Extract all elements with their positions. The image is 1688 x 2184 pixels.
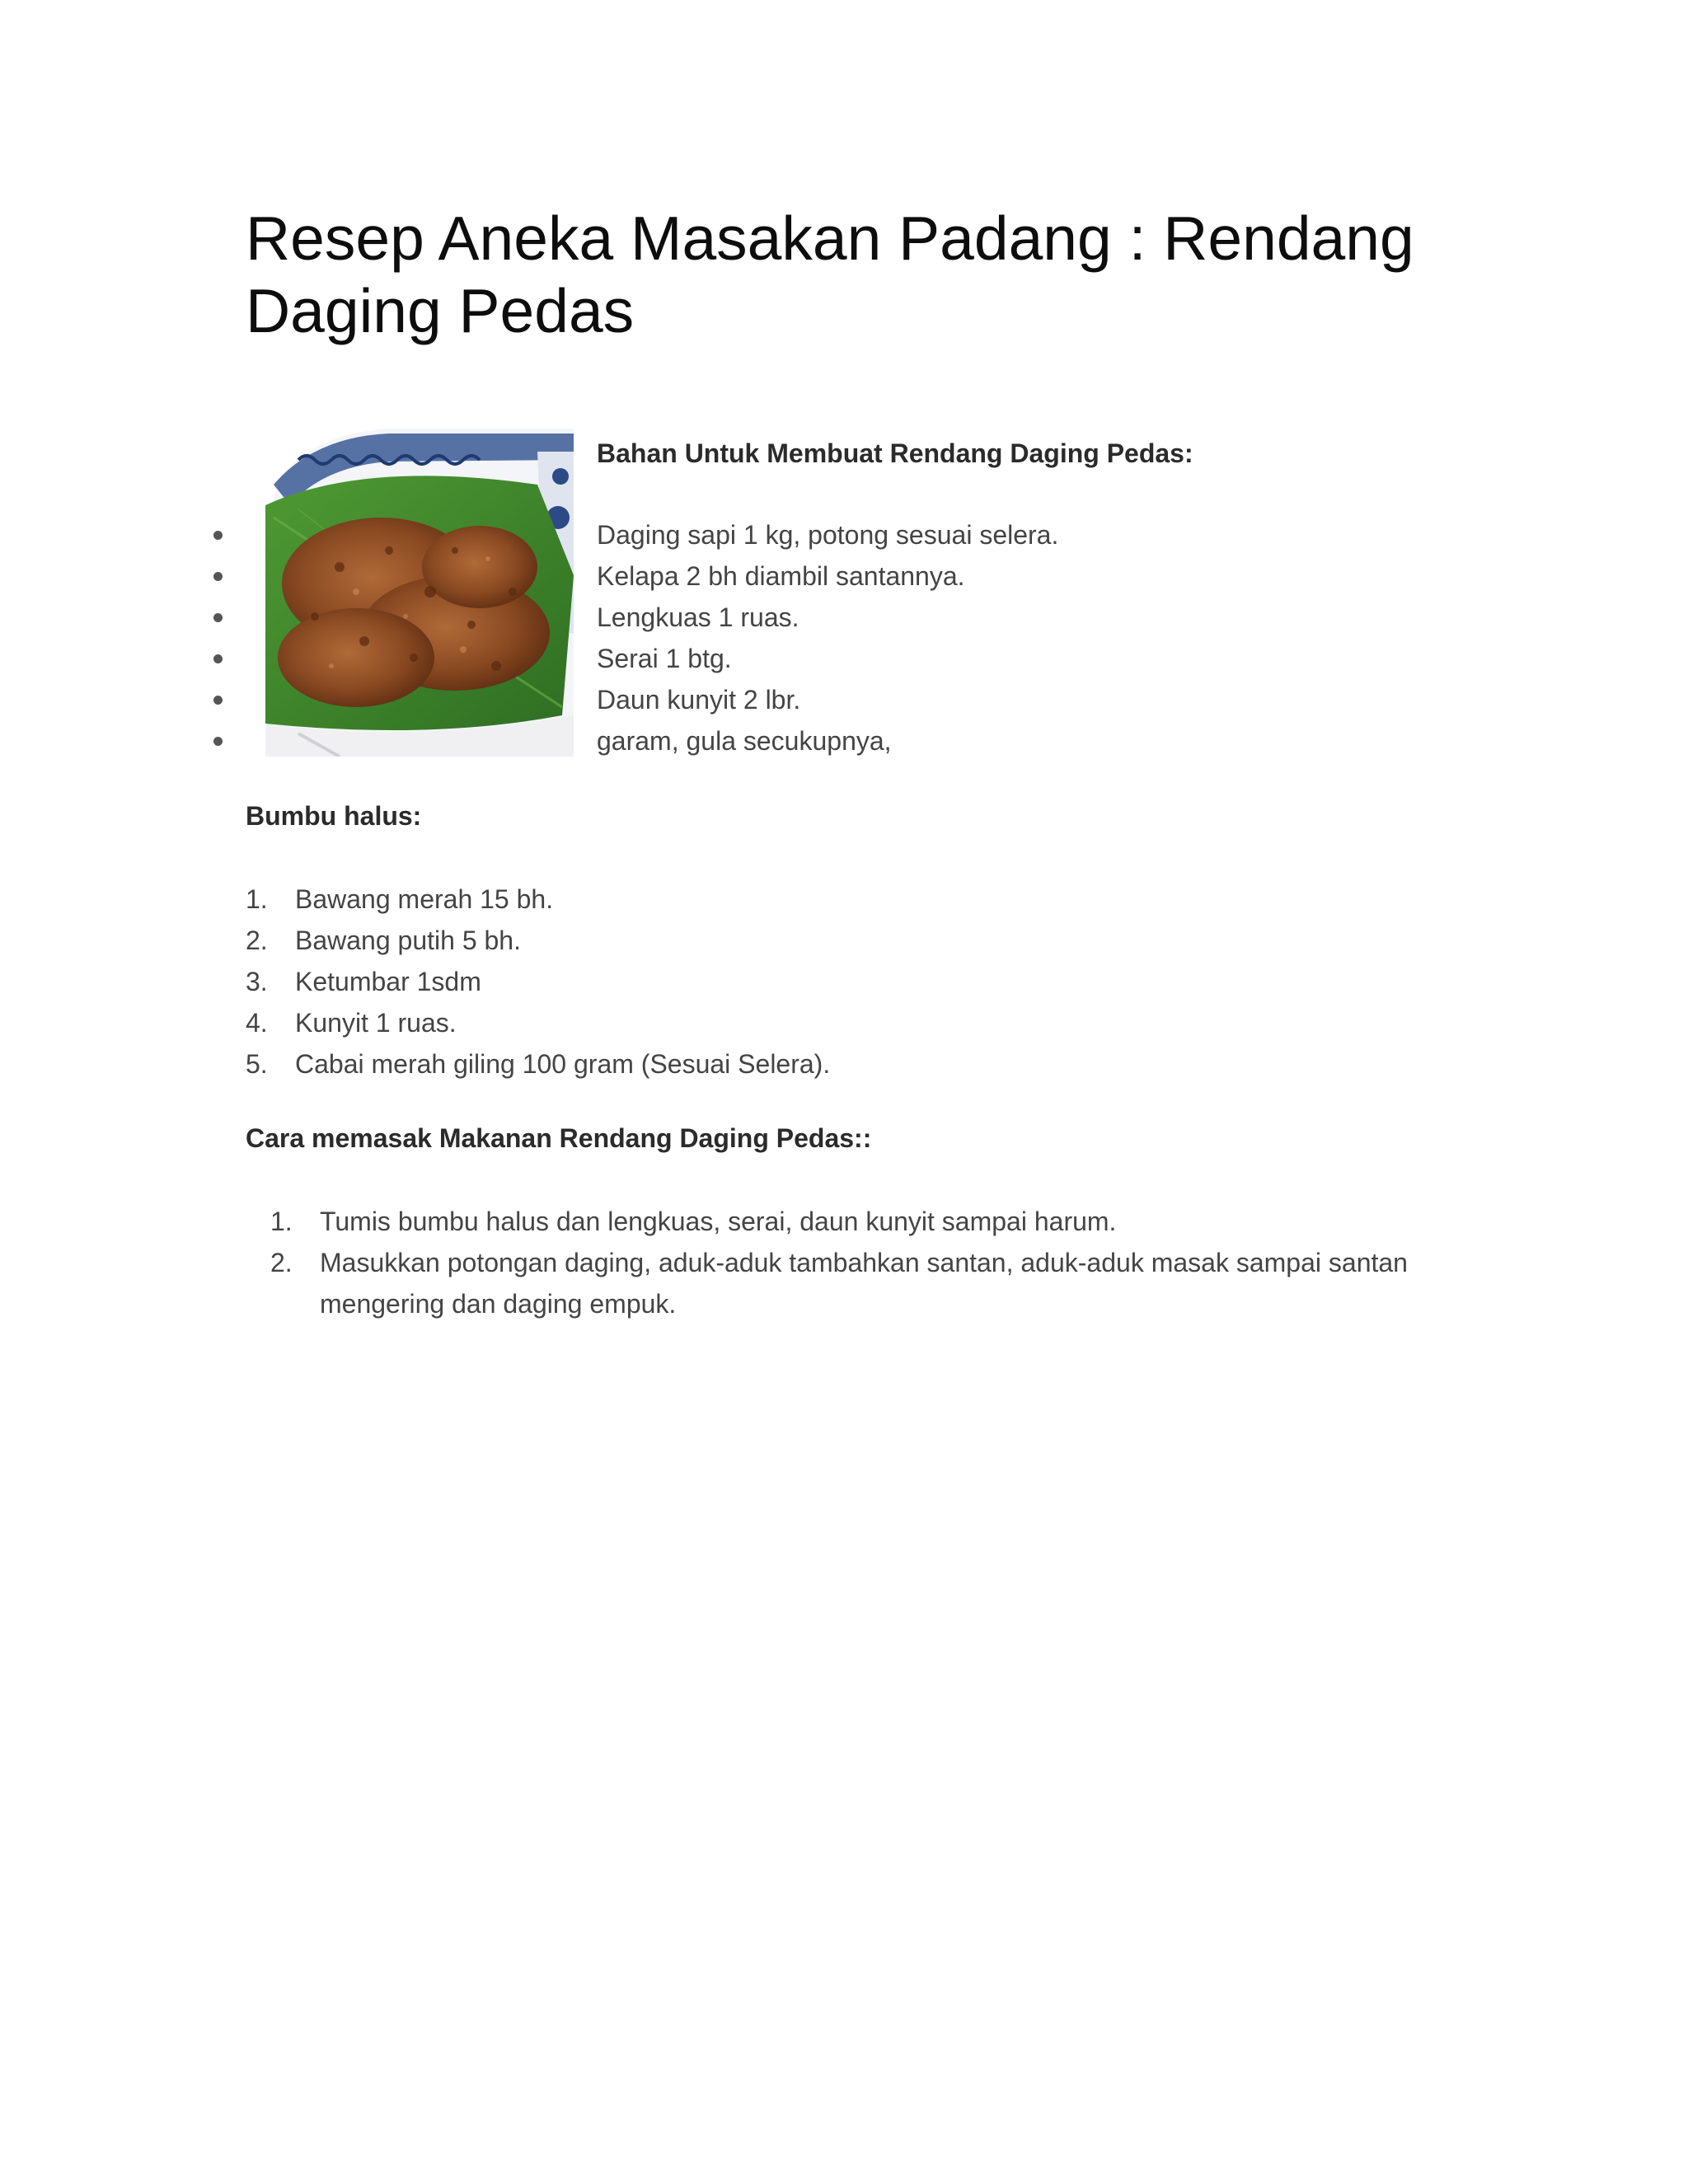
item-number: 1. xyxy=(246,884,268,914)
cooking-method-heading: Cara memasak Makanan Rendang Daging Pedas:: xyxy=(246,1123,872,1153)
list-item xyxy=(246,1242,1482,1324)
bullet-icon xyxy=(213,572,223,581)
ingredients-heading: Bahan Untuk Membuat Rendang Daging Pedas: xyxy=(597,438,1193,468)
spice-paste-list xyxy=(246,879,830,1085)
ingredient-text: Serai 1 btg. xyxy=(597,644,732,673)
spice-paste-heading: Bumbu halus: xyxy=(246,801,422,831)
rendang-photo xyxy=(265,427,574,757)
ingredient-text: Lengkuas 1 ruas. xyxy=(597,602,799,632)
list-item xyxy=(246,1043,830,1085)
page-title: Resep Aneka Masakan Padang : Rendang Daging Pedas xyxy=(246,204,1414,345)
ingredient-text: Daging sapi 1 kg, potong sesuai selera. xyxy=(597,520,1059,550)
step-number: 2. xyxy=(270,1248,293,1277)
list-item xyxy=(246,879,830,920)
spice-text: Bawang merah 15 bh. xyxy=(295,884,554,914)
spice-text: Cabai merah giling 100 gram (Sesuai Selera). xyxy=(295,1049,831,1079)
step-number: 1. xyxy=(270,1207,293,1236)
bullet-icon xyxy=(213,613,223,622)
item-number: 2. xyxy=(246,926,268,955)
ingredient-text: Kelapa 2 bh diambil santannya. xyxy=(597,561,965,591)
spice-text: Bawang putih 5 bh. xyxy=(295,926,521,955)
bullet-icon xyxy=(213,737,223,746)
item-number: 3. xyxy=(246,967,268,996)
bullet-icon xyxy=(213,696,223,705)
ingredient-text: garam, gula secukupnya, xyxy=(597,726,892,756)
item-number: 5. xyxy=(246,1049,268,1079)
list-item xyxy=(246,1002,830,1043)
ingredient-text: Daun kunyit 2 lbr. xyxy=(597,685,801,715)
step-text: Masukkan potongan daging, aduk-aduk tambahkan santan, aduk-aduk masak sampai santan mengering dan daging empuk. xyxy=(320,1248,1408,1319)
step-text: Tumis bumbu halus dan lengkuas, serai, daun kunyit sampai harum. xyxy=(320,1207,1117,1236)
list-item xyxy=(246,920,830,961)
bullet-icon xyxy=(213,531,223,540)
item-number: 4. xyxy=(246,1008,268,1038)
bullet-icon xyxy=(213,654,223,663)
list-item xyxy=(246,1201,1482,1242)
cooking-steps-list xyxy=(246,1201,1482,1324)
list-item xyxy=(246,961,830,1002)
spice-text: Ketumbar 1sdm xyxy=(295,967,481,996)
spice-text: Kunyit 1 ruas. xyxy=(295,1008,457,1038)
